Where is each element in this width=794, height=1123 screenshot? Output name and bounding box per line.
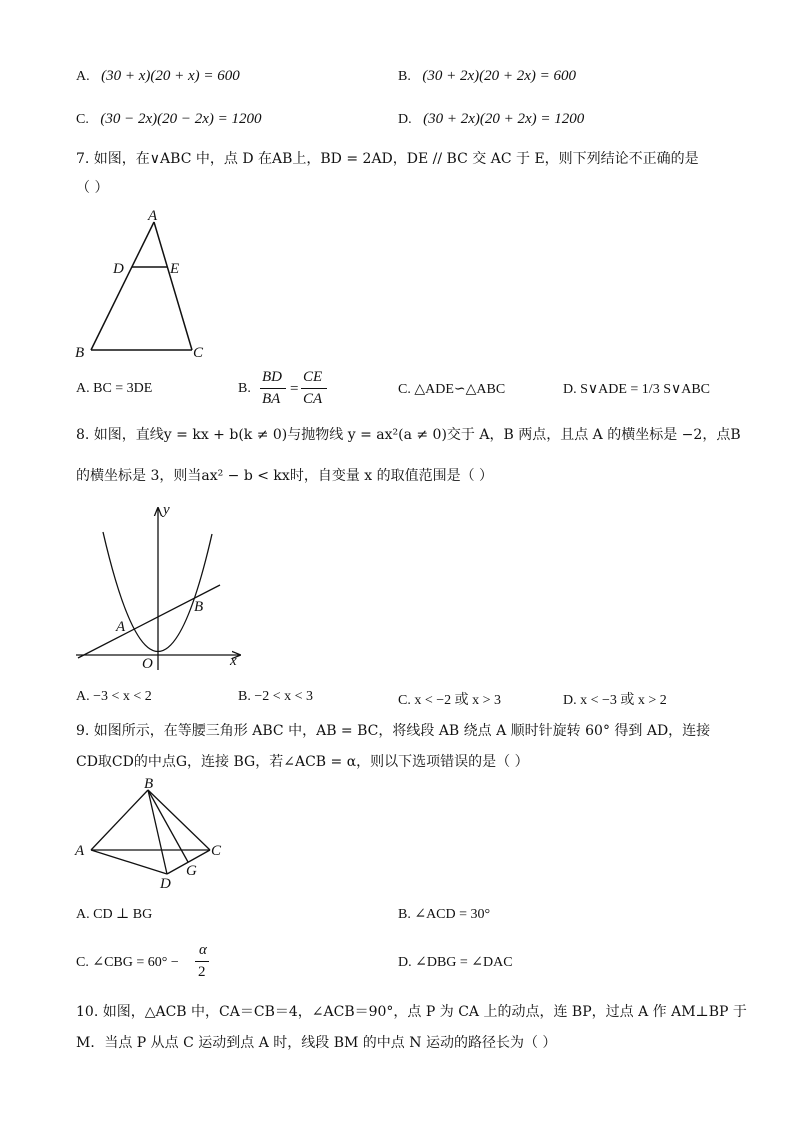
q7-side-ac — [154, 222, 192, 350]
q7-option-b-frac1-bar — [260, 388, 286, 389]
q9-segment-bd — [148, 790, 167, 874]
q9-segment-ad — [91, 850, 167, 874]
q9-label-a: A — [75, 843, 85, 859]
q7-stem-line1: 7. 如图，在∨ABC 中，点 D 在AB上，BD = 2AD，DE // BC 交 AC 于 E，则下列结论不正确的是 — [76, 151, 699, 167]
q7-option-a: A. BC = 3DE — [76, 381, 153, 396]
q6-option-d — [398, 111, 584, 128]
q6-option-b — [398, 68, 576, 85]
q7-option-b-equals: = — [290, 381, 299, 397]
q7-label-c: C — [193, 345, 204, 361]
q9-segment-ab — [91, 790, 148, 850]
q6-option-b-expr: (30 + 2x)(20 + 2x) = 600 — [422, 68, 577, 84]
q9-segment-bc — [148, 790, 210, 850]
q9-figure — [70, 778, 240, 898]
q7-figure — [70, 200, 230, 360]
q6-option-a — [76, 68, 240, 85]
q7-option-b-frac2-bar — [301, 388, 327, 389]
q7-option-b-frac2-den: CA — [303, 391, 323, 407]
q8-label-o: O — [142, 656, 153, 672]
q8-option-a: A. −3 < x < 2 — [76, 689, 152, 704]
q10-stem-line1: 10. 如图，△ACB 中，CA＝CB＝4，∠ACB＝90°，点 P 为 CA 上的动点，连 BP，过点 A 作 AM⊥BP 于 — [76, 1004, 747, 1020]
q9-label-c: C — [211, 843, 222, 859]
q9-segment-bg — [148, 790, 188, 862]
q9-option-d: D. ∠DBG = ∠DAC — [398, 955, 513, 970]
q7-label-a: A — [148, 208, 158, 224]
q7-option-d: D. S∨ADE = 1/3 S∨ABC — [563, 382, 711, 397]
q8-option-d: D. x < −3 或 x > 2 — [563, 693, 667, 708]
q7-stem-line2: （ ） — [76, 180, 109, 196]
q8-stem-line1: 8. 如图，直线y = kx + b(k ≠ 0)与抛物线 y = ax²(a ≠ 0)交于 A，B 两点，且点 A 的横坐标是 −2，点B — [76, 427, 741, 443]
q9-stem-line2: CD取CD的中点G，连接 BG，若∠ACB = α，则以下选项错误的是（ ） — [76, 754, 529, 770]
q6-option-c — [76, 111, 262, 128]
q10-stem-line2: M．当点 P 从点 C 运动到点 A 时，线段 BM 的中点 N 运动的路径长为（ ） — [76, 1035, 557, 1051]
q7-option-b-frac2-num: CE — [303, 369, 323, 385]
q8-stem-line2: 的横坐标是 3，则当ax² − b < kx时，自变量 x 的取值范围是（ ） — [76, 468, 494, 484]
q6-option-d-expr: (30 + 2x)(20 + 2x) = 1200 — [423, 111, 585, 127]
q8-label-x: x — [230, 653, 237, 669]
q6-option-c-expr: (30 − 2x)(20 − 2x) = 1200 — [100, 111, 262, 127]
q7-option-b-frac1-den: BA — [262, 391, 281, 407]
q7-option-b-letter: B. — [238, 381, 251, 396]
q9-option-b: B. ∠ACD = 30° — [398, 907, 491, 922]
q6-option-c-letter: C. — [76, 112, 89, 127]
q9-label-d: D — [160, 876, 171, 892]
q9-stem-line1: 9. 如图所示，在等腰三角形 ABC 中，AB = BC，将线段 AB 绕点 A 顺时针旋转 60° 得到 AD，连接 — [76, 723, 711, 739]
q8-label-b: B — [194, 599, 204, 615]
q6-option-b-letter: B. — [398, 69, 411, 84]
q9-option-c-num: α — [199, 942, 207, 958]
q9-option-c-den: 2 — [198, 964, 206, 980]
q7-label-e: E — [170, 261, 180, 277]
q9-option-c-prefix: C. ∠CBG = 60° − — [76, 955, 179, 970]
q9-label-b: B — [144, 776, 154, 792]
q8-label-a: A — [116, 619, 126, 635]
q9-option-a: A. CD ⊥ BG — [76, 907, 153, 922]
q6-option-d-letter: D. — [398, 112, 412, 127]
q7-option-b-frac1-num: BD — [262, 369, 282, 385]
q8-option-c: C. x < −2 或 x > 3 — [398, 693, 502, 708]
q7-side-ab — [91, 222, 154, 350]
q7-label-d: D — [113, 261, 124, 277]
q6-option-a-letter: A. — [76, 69, 90, 84]
q8-label-y: y — [163, 502, 170, 518]
q9-option-c-bar — [195, 961, 209, 962]
q6-option-a-expr: (30 + x)(20 + x) = 600 — [101, 68, 240, 84]
q9-option-c — [76, 942, 236, 982]
q7-option-c: C. △ADE∽△ABC — [398, 382, 506, 397]
q8-option-b: B. −2 < x < 3 — [238, 689, 314, 704]
q7-label-b: B — [75, 345, 85, 361]
q8-line — [78, 585, 220, 658]
q8-figure — [70, 500, 250, 680]
q9-label-g: G — [186, 863, 197, 879]
